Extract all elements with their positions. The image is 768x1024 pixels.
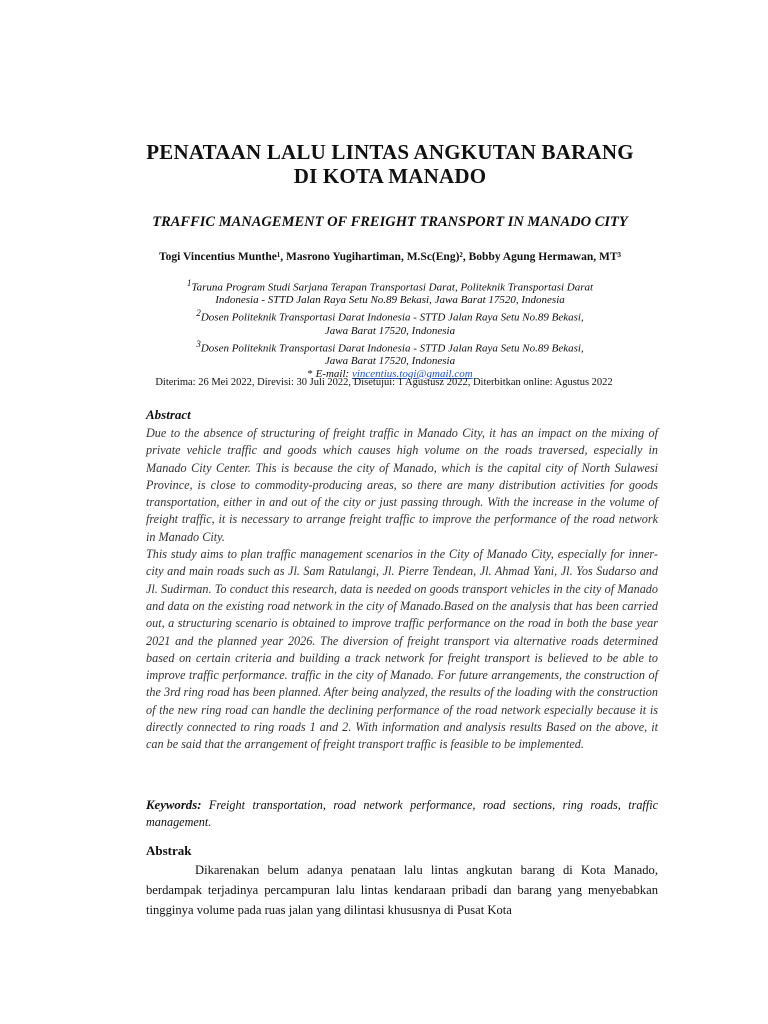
abstract-paragraph-1: Due to the absence of structuring of freight traffic in Manado City, it has an impact on the mixing of private vehicle traffic and goods which causes high volume on the roads traversed, especially in Manado City Center. This is because the city of Manado, which is the capital city of North Sulawesi Province, is close to commodity-producing areas, so there are many distribution activities for goods transportation, either in and out of the city or just passing through. With the increase in the volume of freight traffic, it is necessary to arrange freight traffic to improve the performance of the road network in Manado City. <box>146 426 658 544</box>
affiliation-3-text: Dosen Politeknik Transportasi Darat Indonesia - STTD Jalan Raya Setu No.89 Bekasi, <box>200 342 584 355</box>
affiliation-2-line-1 <box>130 307 650 324</box>
paper-title-line-1: PENATAAN LALU LINTAS ANGKUTAN BARANG <box>146 140 634 164</box>
email-link[interactable]: vincentius.togi@gmail.com <box>351 367 473 380</box>
affiliation-1-line-1 <box>130 277 650 294</box>
affiliation-2-text: Dosen Politeknik Transportasi Darat Indonesia - STTD Jalan Raya Setu No.89 Bekasi, <box>200 311 584 324</box>
affiliation-2-marker: 2 <box>196 308 201 319</box>
keywords-label: Keywords: <box>146 798 202 812</box>
author-list: Togi Vincentius Munthe¹, Masrono Yugihartiman, M.Sc(Eng)², Bobby Agung Hermawan, MT³ <box>159 251 621 263</box>
email-label: E-mail: <box>315 367 350 380</box>
abstract-body <box>146 425 658 754</box>
affiliation-3-line-1 <box>130 338 650 355</box>
abstrak-paragraph-1: Dikarenakan belum adanya penataan lalu lintas angkutan barang di Kota Manado, berdampak terjadinya percampuran lalu lintas kendaraan pribadi dan barang yang menyebabkan tingginya volume pada ruas jalan yang dilintasi khususnya di Pusat Kota <box>146 863 658 917</box>
english-title: TRAFFIC MANAGEMENT OF FREIGHT TRANSPORT IN MANADO CITY <box>152 214 628 230</box>
affiliation-1-line-2: Indonesia - STTD Jalan Raya Setu No.89 Bekasi, Jawa Barat 17520, Indonesia <box>215 294 565 307</box>
affiliation-3-line-2: Jawa Barat 17520, Indonesia <box>324 354 456 367</box>
affiliation-2-line-2: Jawa Barat 17520, Indonesia <box>324 324 456 337</box>
affiliation-1-text: Taruna Program Studi Sarjana Terapan Transportasi Darat, Politeknik Transportasi Darat <box>191 281 594 294</box>
abstrak-heading: Abstrak <box>146 843 192 858</box>
keywords-text: Freight transportation, road network performance, road sections, ring roads, traffic management. <box>146 798 658 830</box>
abstract-paragraph-2: This study aims to plan traffic management scenarios in the City of Manado City, especially for inner-city and main roads such as Jl. Sam Ratulangi, Jl. Pierre Tendean, Jl. Ahmad Yani, Jl. Yos Sudarso and Jl. Sudirman. To conduct this research, data is needed on goods transport vehicles in the city of Manado and data on the existing road network in the city of Manado.Based on the analysis that has been carried out, a structuring scenario is obtained to improve traffic performance on the road in both the base year 2021 and the planned year 2026. The diversion of freight transport via alternative roads determined based on certain criteria and building a track network for freight transport is believed to be able to improve traffic performance. traffic in the city of Manado. For future arrangements, the construction of the 3rd ring road has been planned. After being analyzed, the results of the loading with the construction of the new ring road can handle the declining performance of the road network especially because it is directly connected to ring roads 1 and 2. With information and analysis results Based on the above, it can be said that the arrangement of freight transport traffic is feasible to be implemented. <box>146 547 658 752</box>
affiliations <box>130 277 650 381</box>
paper-title <box>100 140 680 188</box>
affiliation-1-marker: 1 <box>186 278 192 288</box>
keywords <box>146 797 658 832</box>
abstract-heading: Abstract <box>146 407 191 422</box>
paper-title-line-2: DI KOTA MANADO <box>293 164 487 188</box>
publication-dates: Diterima: 26 Mei 2022, Direvisi: 30 Juli 2022, Disetujui: 1 Agustusz 2022, Diterbitkan online: Agustus 2022 <box>155 377 613 388</box>
email-asterisk: * <box>307 367 316 380</box>
abstrak-body <box>146 860 658 920</box>
affiliation-3-marker: 3 <box>196 338 201 349</box>
